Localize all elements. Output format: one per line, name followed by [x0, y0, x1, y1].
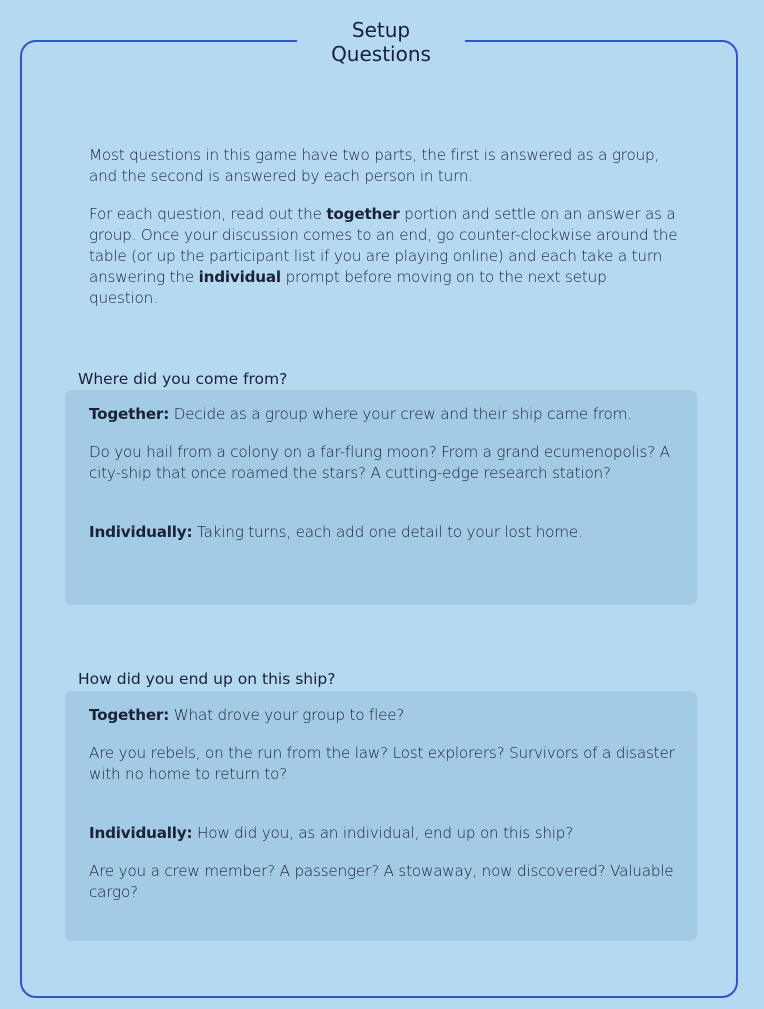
question-1-individual [89, 522, 675, 543]
question-1-individual-text: Taking turns, each add one detail to your lost home. [192, 523, 583, 541]
question-1-heading: Where did you come from? [78, 370, 288, 388]
intro-paragraph-1: Most questions in this game have two parts, the first is answered as a group, and the second is answered by each person in turn. [89, 146, 660, 185]
question-2-individual [89, 823, 675, 844]
page-title [297, 18, 465, 66]
question-2-individual-detail: Are you a crew member? A passenger? A stowaway, now discovered? Valuable cargo? [89, 862, 674, 901]
question-2-box [65, 691, 697, 941]
question-2-individual-label: Individually: [89, 824, 193, 842]
question-2-together-text: What drove your group to flee? [169, 706, 405, 724]
question-2-together-label: Together: [89, 706, 170, 724]
question-1-box [65, 390, 697, 605]
question-1-together-label: Together: [89, 405, 170, 423]
page-title-line-2: Questions [331, 42, 431, 66]
question-2-together-detail: Are you rebels, on the run from the law? Lost explorers? Survivors of a disaster with no home to return to? [89, 744, 675, 783]
page-title-line-1: Setup [351, 18, 411, 42]
question-2-individual-text: How did you, as an individual, end up on this ship? [192, 824, 574, 842]
question-2-together [89, 705, 675, 726]
intro-p2-text-after: prompt before moving on to the next setup question. [89, 268, 607, 307]
intro-paragraph-2 [89, 204, 679, 309]
together-keyword: together [326, 205, 400, 223]
question-1-individual-label: Individually: [89, 523, 193, 541]
intro-p2-text-middle: portion and settle on an answer as a group. Once your discussion comes to an end, go counter-clockwise around the table (or up the participant list if you are playing online) and each take a turn answering the [89, 205, 678, 286]
question-1-together-text: Decide as a group where your crew and their ship came from. [169, 405, 632, 423]
intro-p2-text-before: For each question, read out the [89, 205, 327, 223]
question-1-together-detail: Do you hail from a colony on a far-flung moon? From a grand ecumenopolis? A city-ship that once roamed the stars? A cutting-edge research station? [89, 443, 670, 482]
question-2-heading: How did you end up on this ship? [78, 670, 336, 688]
intro-section [89, 145, 679, 326]
individual-keyword: individual [198, 268, 281, 286]
question-1-together [89, 404, 675, 425]
